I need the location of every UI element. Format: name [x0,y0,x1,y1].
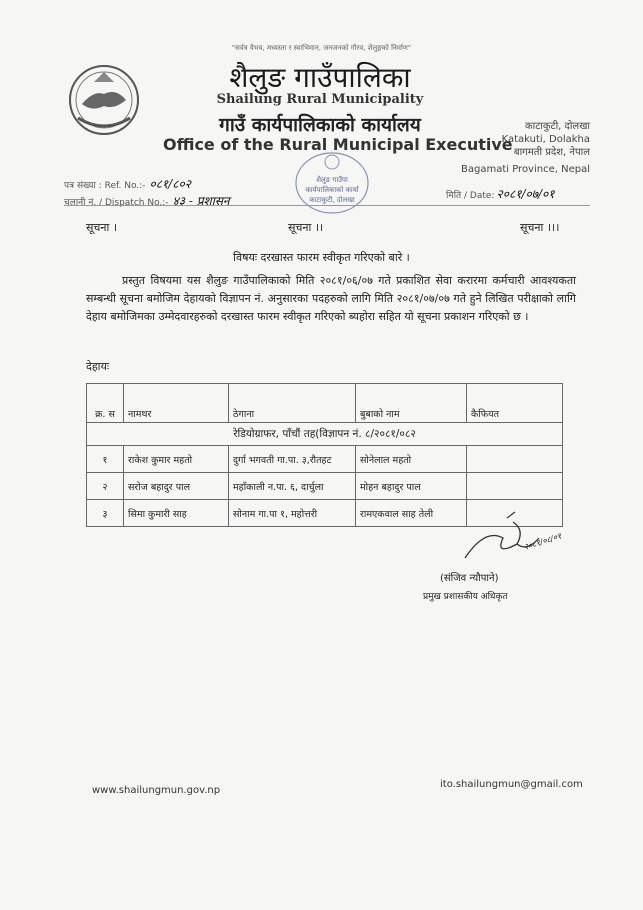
body-paragraph: प्रस्तुत विषयमा यस शैलुङ गाउँपालिकाको मिति २०८१/०६/०७ गते प्रकाशित सेवा करारमा कर्मचारी आवश्यकता सम्बन्धी सूचना बमोजिम देहायको विज्ञापन नं. अनुसारका पदहरुको लागि मिति २०८१/०७/०७ गते हुने लिखित परीक्षाको लागि देहाय बमोजिमका उम्मेदवारहरुको दरखास्त फारम स्वीकृत गरिएको ब्यहोरा सहित यो सूचना प्रकाशन गरिएको छ । [86,274,576,323]
col-header-father: बुबाको नाम [356,384,467,423]
table-row [87,473,563,500]
date-value: २०८१/०७/०१ [496,187,555,201]
cell-remarks [467,473,563,500]
ref-number [64,175,191,192]
cell-address: सोनाम गा.पा १, महोत्तरी [229,500,356,527]
nepal-emblem-logo [64,60,144,140]
signatory-title: प्रमुख प्रशासकीय अधिकृत [423,592,508,602]
stamp-line: शैलुङ गाउँपा [316,176,348,184]
dispatch-number [64,192,230,209]
address-line: काटाकुटी, दोलखा [524,121,590,132]
cell-name: राकेश कुमार महतो [124,446,229,473]
ref-value: ०८१/८०२ [149,177,191,191]
ref-label: पत्र संख्या : Ref. No.:- [64,181,146,191]
address-line: बागमती प्रदेश, नेपाल [513,147,590,158]
dispatch-label: चलानी नं. / Dispatch No.:- [64,198,169,208]
office-title-english: Office of the Rural Municipal Executive [163,135,513,154]
notice-heading-left: सूचना । [86,221,118,234]
notice-body [86,272,576,326]
address-province: Bagamati Province, Nepal [460,164,590,175]
table-header-row [87,384,563,423]
candidate-table [86,383,563,527]
address-line: Katakuti, Dolakha [501,134,590,145]
col-header-sn: क्र. स [87,384,124,423]
signature-date: २०८१/०८/०१ [522,531,563,552]
col-header-address: ठेगाना [229,384,356,423]
cell-sn: १ [87,446,124,473]
municipality-title-english: Shailung Rural Municipality [216,92,424,107]
cell-father: मोहन बहादुर पाल [356,473,467,500]
cell-sn: ३ [87,500,124,527]
letter-date [446,185,555,202]
stamp-line: कार्यपालिकाको कार्या [305,186,359,194]
footer-website: www.shailungmun.gov.np [92,785,221,796]
office-stamp [292,148,372,218]
cell-remarks [467,446,563,473]
col-header-name: नामथर [124,384,229,423]
notice-heading-center: सूचना ।। [288,221,324,234]
cell-address: दुर्गा भगवती गा.पा. ३,रौतहट [229,446,356,473]
handwritten-signature [455,508,575,578]
table-section-row [87,423,563,446]
table-row [87,446,563,473]
list-label: देहायः [86,360,110,373]
motto: "सर्वत्र वैभव, मध्यस्ता र स्वाभिमान, जनजनको गौरव, शैलुङ्गको निर्माण" [231,44,412,52]
header-divider [64,205,590,206]
stamp-line: काटाकुटी, दोलखा [309,196,355,204]
cell-father: रामएकवाल साह तेली [356,500,467,527]
municipality-title-nepali: शैलुङ गाउँपालिका [229,61,411,94]
subject-line: विषयः दरखास्त फारम स्वीकृत गरिएको बारे । [233,251,410,264]
cell-name: सिमा कुमारी साह [124,500,229,527]
cell-sn: २ [87,473,124,500]
notice-heading-right: सूचना ।।। [520,221,560,234]
signatory-name: (संजिव न्यौपाने) [440,573,499,584]
office-title-nepali: गाउँ कार्यपालिकाको कार्यालय [219,114,421,136]
cell-father: सोनेलाल महतो [356,446,467,473]
date-label: मिति / Date: [446,191,495,201]
dispatch-value: ४३ - प्रशासन [172,194,230,208]
address-block [470,120,590,159]
cell-address: महाँकाली न.पा. ६, दार्चुला [229,473,356,500]
col-header-remarks: कैफियत [467,384,563,423]
cell-name: सरोज बहादुर पाल [124,473,229,500]
section-title: रेडियोग्राफर, पाँचौं तह(विज्ञापन नं. ८/२०८१/०८२ [87,423,563,446]
footer-email: ito.shailungmun@gmail.com [440,779,583,790]
